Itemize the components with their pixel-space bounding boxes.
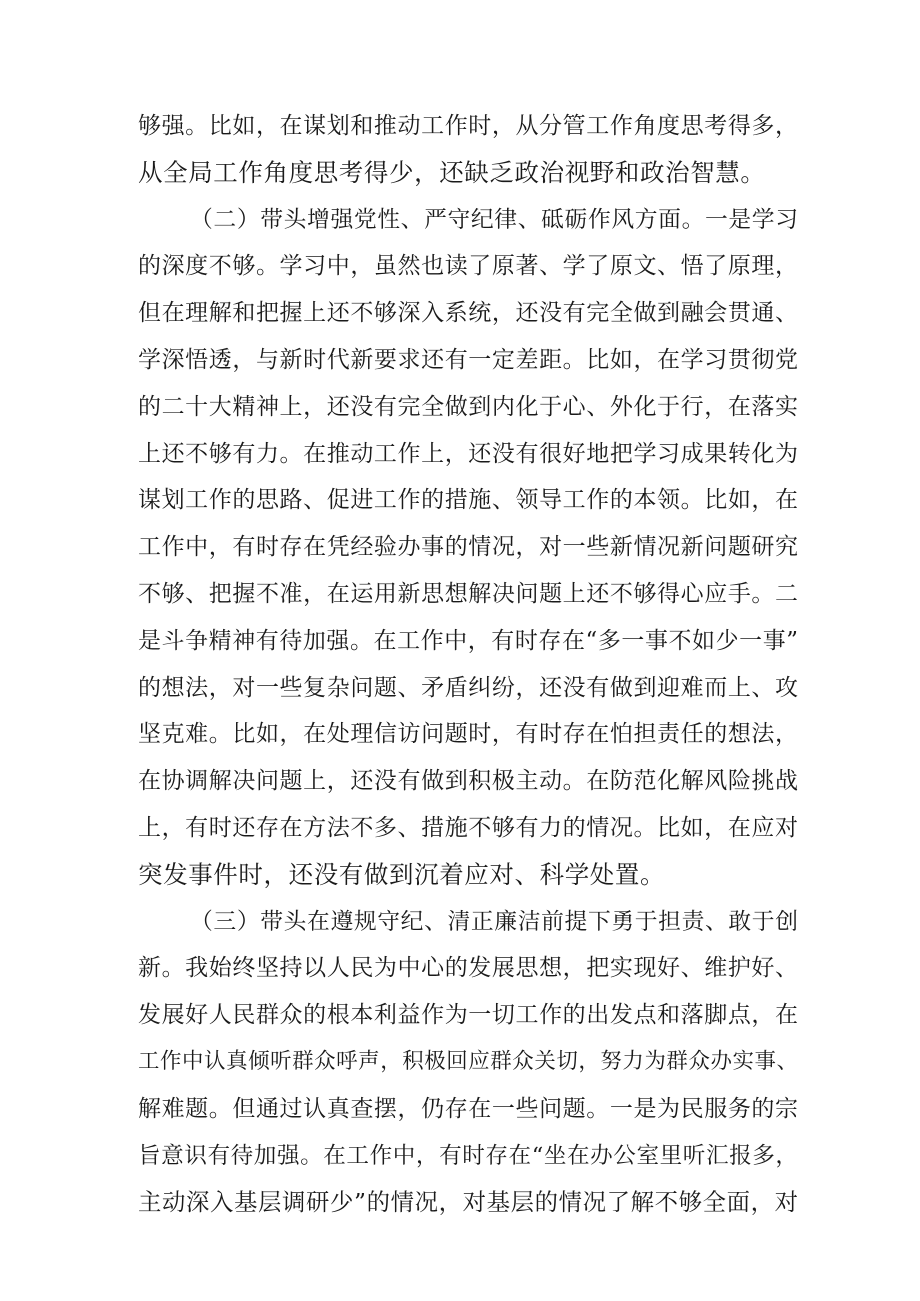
text-line: 谋划工作的思路、促进工作的措施、领导工作的本领。比如，在: [138, 487, 798, 514]
text-line: 工作中认真倾听群众呼声，积极回应群众关切，努力为群众办实事、: [138, 1048, 798, 1074]
text-line: 但在理解和把握上还不够深入系统，还没有完全做到融会贯通、: [138, 300, 798, 327]
text-line: 在协调解决问题上，还没有做到积极主动。在防范化解风险挑战: [138, 768, 798, 795]
text-line: 解难题。但通过认真查摆，仍存在一些问题。一是为民服务的宗: [138, 1095, 798, 1122]
text-line: 主动深入基层调研少”的情况，对基层的情况了解不够全面，对: [138, 1188, 798, 1217]
text-line: 突发事件时，还没有做到沉着应对、科学处置。: [138, 859, 666, 889]
body-text: [138, 103, 798, 1226]
text-line: 工作中，有时存在凭经验办事的情况，对一些新情况新问题研究: [138, 534, 798, 561]
text-line: 够强。比如，在谋划和推动工作时，从分管工作角度思考得多，: [138, 113, 798, 139]
text-line: （二）带头增强党性、严守纪律、砥砺作风方面。一是学习: [190, 206, 798, 233]
text-line: 的深度不够。学习中，虽然也读了原著、学了原文、悟了原理，: [138, 253, 798, 280]
text-line: 新。我始终坚持以人民为中心的发展思想，把实现好、维护好、: [138, 955, 798, 982]
text-line: 的二十大精神上，还没有完全做到内化于心、外化于行，在落实: [138, 393, 798, 420]
text-line: 旨意识有待加强。在工作中，有时存在“坐在办公室里听汇报多，: [138, 1142, 798, 1169]
text-line: 是斗争精神有待加强。在工作中，有时存在“多一事不如少一事”: [138, 627, 798, 654]
text-line: 不够、把握不准，在运用新思想解决问题上还不够得心应手。二: [138, 580, 798, 607]
text-line: 学深悟透，与新时代新要求还有一定差距。比如，在学习贯彻党: [138, 346, 798, 373]
text-line: 从全局工作角度思考得少，还缺乏政治视野和政治智慧。: [138, 157, 766, 187]
text-line: 坚克难。比如，在处理信访问题时，有时存在怕担责任的想法，: [138, 721, 798, 748]
text-line: 发展好人民群众的根本利益作为一切工作的出发点和落脚点，在: [138, 1002, 798, 1029]
text-line: （三）带头在遵规守纪、清正廉洁前提下勇于担责、敢于创: [190, 908, 798, 935]
text-line: 上，有时还存在方法不多、措施不够有力的情况。比如，在应对: [138, 814, 798, 841]
text-line: 上还不够有力。在推动工作上，还没有很好地把学习成果转化为: [138, 440, 798, 467]
text-line: 的想法，对一些复杂问题、矛盾纠纷，还没有做到迎难而上、攻: [138, 674, 798, 701]
